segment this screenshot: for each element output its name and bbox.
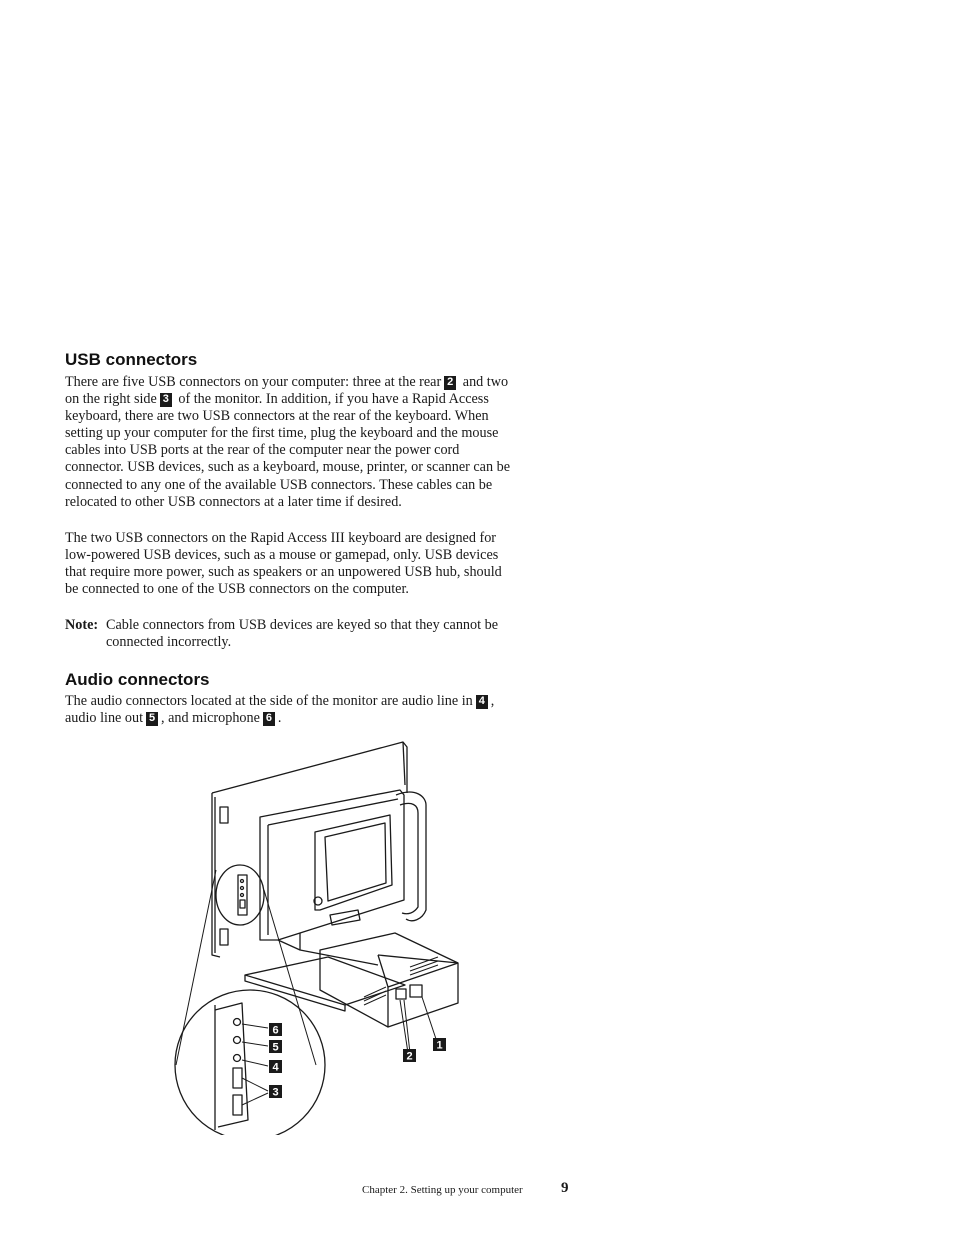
text-line: . <box>277 710 282 727</box>
callout-6: 6 <box>263 712 275 726</box>
monitor-left-edge <box>212 793 220 957</box>
callout-1-label: 1 <box>436 1039 443 1052</box>
text-line: keyboard, there are two USB connectors at the rear of the keyboard. When <box>65 408 489 425</box>
ethernet-connector <box>410 985 422 997</box>
usb-connectors-heading: USB connectors <box>65 350 198 369</box>
footer-chapter: Chapter 2. Setting up your computer <box>362 1184 523 1196</box>
side-usb-port <box>233 1068 242 1088</box>
text-line: audio line out <box>65 710 144 727</box>
jack-line-out <box>234 1037 241 1044</box>
jack-line-in <box>234 1055 241 1062</box>
text-line: connector. USB devices, such as a keyboard, mouse, printer, or scanner can be <box>65 459 511 476</box>
callout-4: 4 <box>476 695 488 709</box>
callout-2: 2 <box>444 376 456 390</box>
text-line: of the monitor. In addition, if you have a Rapid Access <box>178 391 489 408</box>
callout-3-label: 3 <box>272 1086 279 1099</box>
callout-5-label: 5 <box>272 1041 279 1054</box>
audio-paragraph <box>65 693 565 727</box>
usb-paragraph-2 <box>65 530 565 598</box>
text-line: The two USB connectors on the Rapid Access III keyboard are designed for <box>65 530 497 546</box>
audio-connectors-heading: Audio connectors <box>65 670 210 689</box>
text-line: on the right side <box>65 391 157 408</box>
text-line: , <box>490 693 495 709</box>
note-text: connected incorrectly. <box>106 634 232 650</box>
callout-3: 3 <box>160 393 172 407</box>
text-line: low-powered USB devices, such as a mouse or gamepad, only. USB devices <box>65 547 499 564</box>
callout-2-label: 2 <box>406 1050 413 1063</box>
text-line: be connected to one of the USB connectors on the computer. <box>65 581 409 598</box>
side-usb-port <box>233 1095 242 1115</box>
computer-connectors-illustration <box>160 735 470 1135</box>
text-line: setting up your computer for the first time, plug the keyboard and the mouse <box>65 425 499 442</box>
note-text: Cable connectors from USB devices are keyed so that they cannot be <box>106 617 498 633</box>
text-line: connected to any one of the available USB connectors. These cables can be <box>65 476 493 493</box>
text-line: relocated to other USB connectors at a later time if desired. <box>65 493 402 510</box>
usb-port <box>220 929 228 945</box>
usb-port <box>220 807 228 823</box>
jack-microphone <box>234 1019 241 1026</box>
detail-magnified-circle <box>175 990 325 1135</box>
text-line: that require more power, such as speakers or an unpowered USB hub, should <box>65 564 502 581</box>
callout-5: 5 <box>146 712 158 726</box>
monitor-top-edge <box>212 742 407 793</box>
system-unit <box>320 933 458 1027</box>
text-line: and two <box>462 374 509 390</box>
note-label: Note: <box>65 617 99 633</box>
callout-6-label: 6 <box>272 1024 279 1037</box>
usb-note <box>65 617 565 651</box>
page-number: 9 <box>561 1180 569 1196</box>
text-line: cables into USB ports at the rear of the computer near the power cord <box>65 442 460 459</box>
rear-usb-ports <box>396 989 406 999</box>
usb-paragraph-1 <box>65 374 565 511</box>
text-line: There are five USB connectors on your computer: three at the rear <box>65 374 442 390</box>
text-line: The audio connectors located at the side of the monitor are audio line in <box>65 693 473 709</box>
callout-4-label: 4 <box>272 1061 279 1074</box>
text-line: , and microphone <box>161 710 260 727</box>
